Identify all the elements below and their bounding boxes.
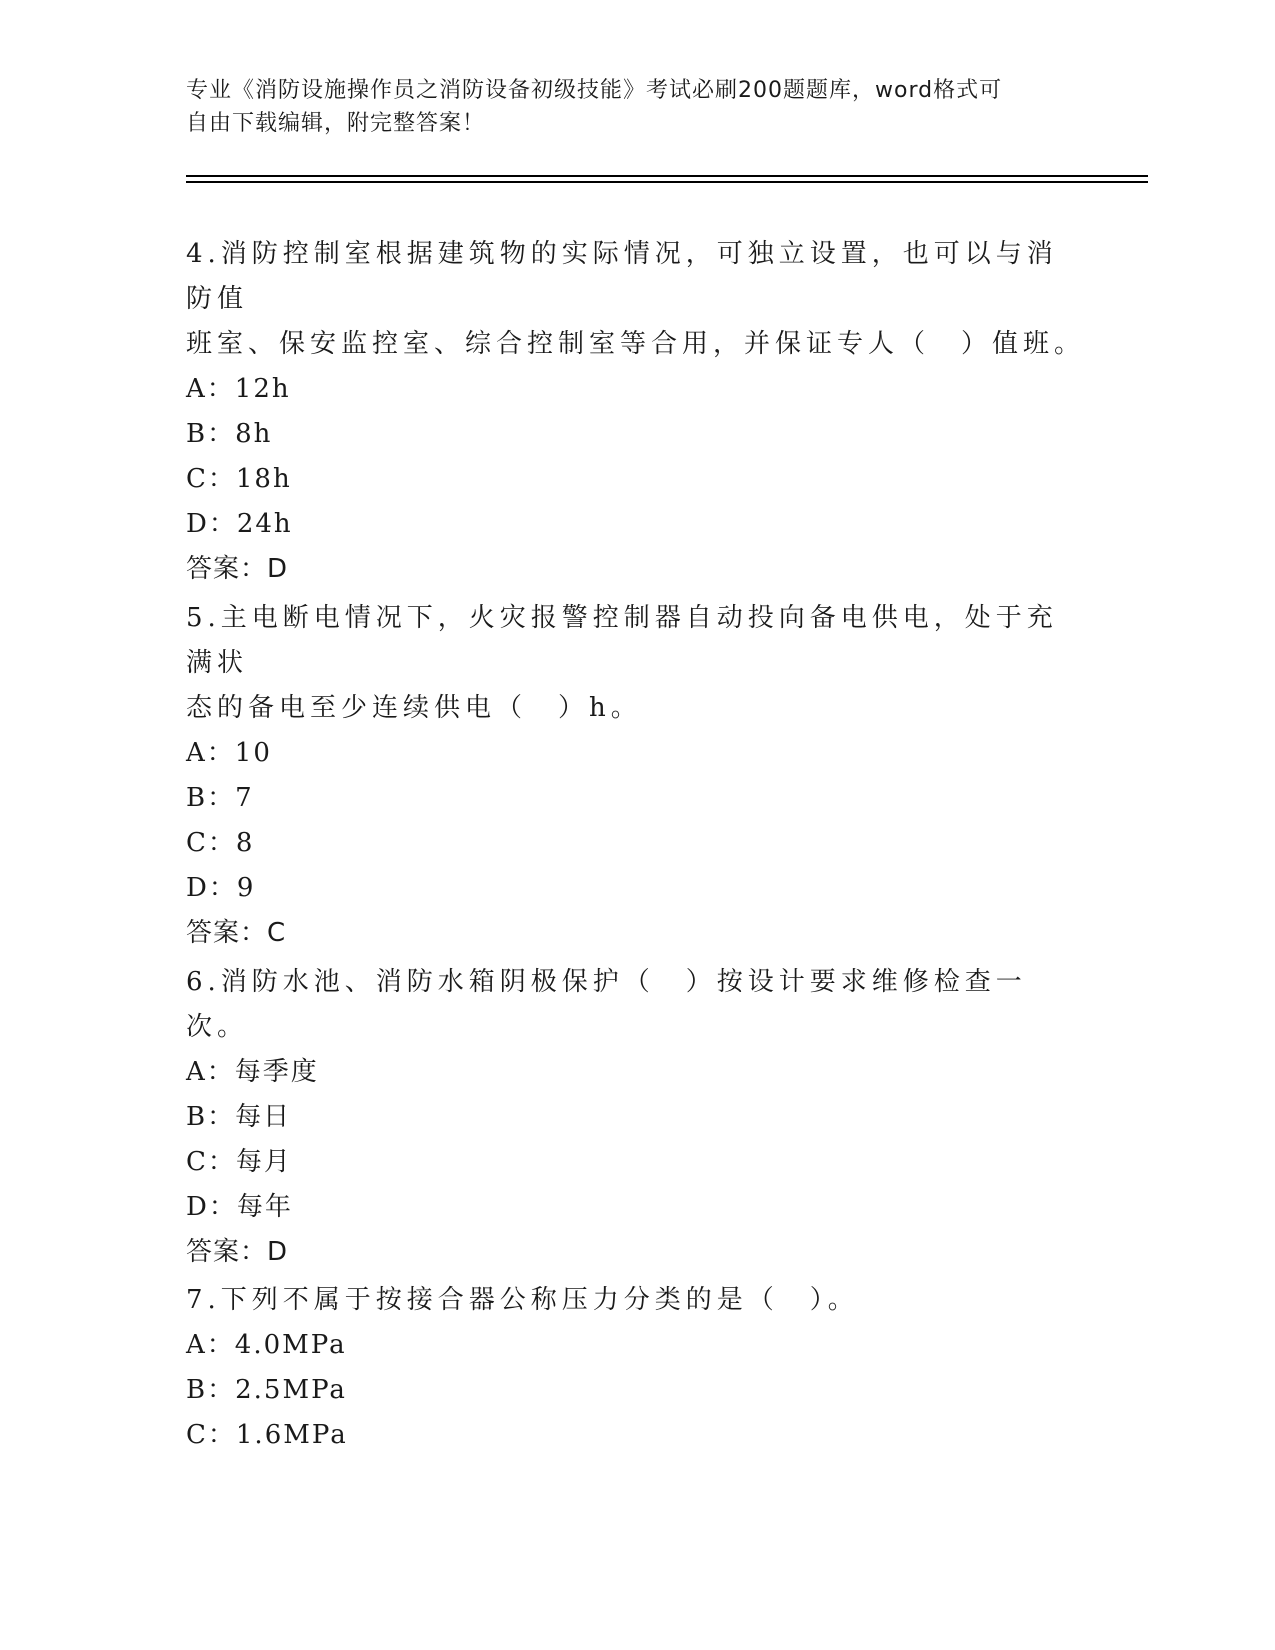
header-line-2: 自由下载编辑，附完整答案！ — [186, 111, 486, 136]
option-c: C：8 — [186, 828, 255, 858]
question-4 — [186, 232, 1086, 592]
option-a: A：每季度 — [186, 1057, 319, 1087]
question-stem-line: 6.消防水池、消防水箱阴极保护（ ）按设计要求维修检查一次。 — [186, 967, 1027, 1042]
question-stem-line: 班室、保安监控室、综合控制室等合用，并保证专人（ ）值班。 — [186, 329, 1086, 359]
option-b: B：8h — [186, 419, 273, 449]
question-stem-line: 态的备电至少连续供电（ ）h。 — [186, 693, 642, 723]
answer: 答案：C — [186, 918, 287, 948]
option-a: A：12h — [186, 374, 291, 404]
option-a: A：10 — [186, 738, 272, 768]
question-stem-line: 5.主电断电情况下，火灾报警控制器自动投向备电供电，处于充满状 — [186, 603, 1058, 678]
option-a: A：4.0MPa — [186, 1330, 347, 1360]
option-d: D：每年 — [186, 1192, 293, 1222]
option-d: D：9 — [186, 873, 256, 903]
header-divider-top — [186, 175, 1148, 177]
option-b: B：2.5MPa — [186, 1375, 347, 1405]
question-7 — [186, 1278, 1086, 1458]
answer: 答案：D — [186, 1237, 289, 1267]
option-c: C：18h — [186, 464, 292, 494]
option-d: D：24h — [186, 509, 293, 539]
header-divider-bottom — [186, 181, 1148, 183]
question-stem-line: 7.下列不属于按接合器公称压力分类的是（ ）。 — [186, 1285, 859, 1315]
question-6 — [186, 960, 1086, 1275]
option-c: C：每月 — [186, 1147, 292, 1177]
question-stem-line: 4.消防控制室根据建筑物的实际情况，可独立设置，也可以与消防值 — [186, 239, 1058, 314]
document-header — [186, 74, 1066, 140]
answer: 答案：D — [186, 554, 289, 584]
header-line-1: 专业《消防设施操作员之消防设备初级技能》考试必刷200题题库，word格式可 — [186, 78, 1003, 103]
option-c: C：1.6MPa — [186, 1420, 348, 1450]
option-b: B：每日 — [186, 1102, 292, 1132]
question-5 — [186, 596, 1086, 956]
option-b: B：7 — [186, 783, 254, 813]
